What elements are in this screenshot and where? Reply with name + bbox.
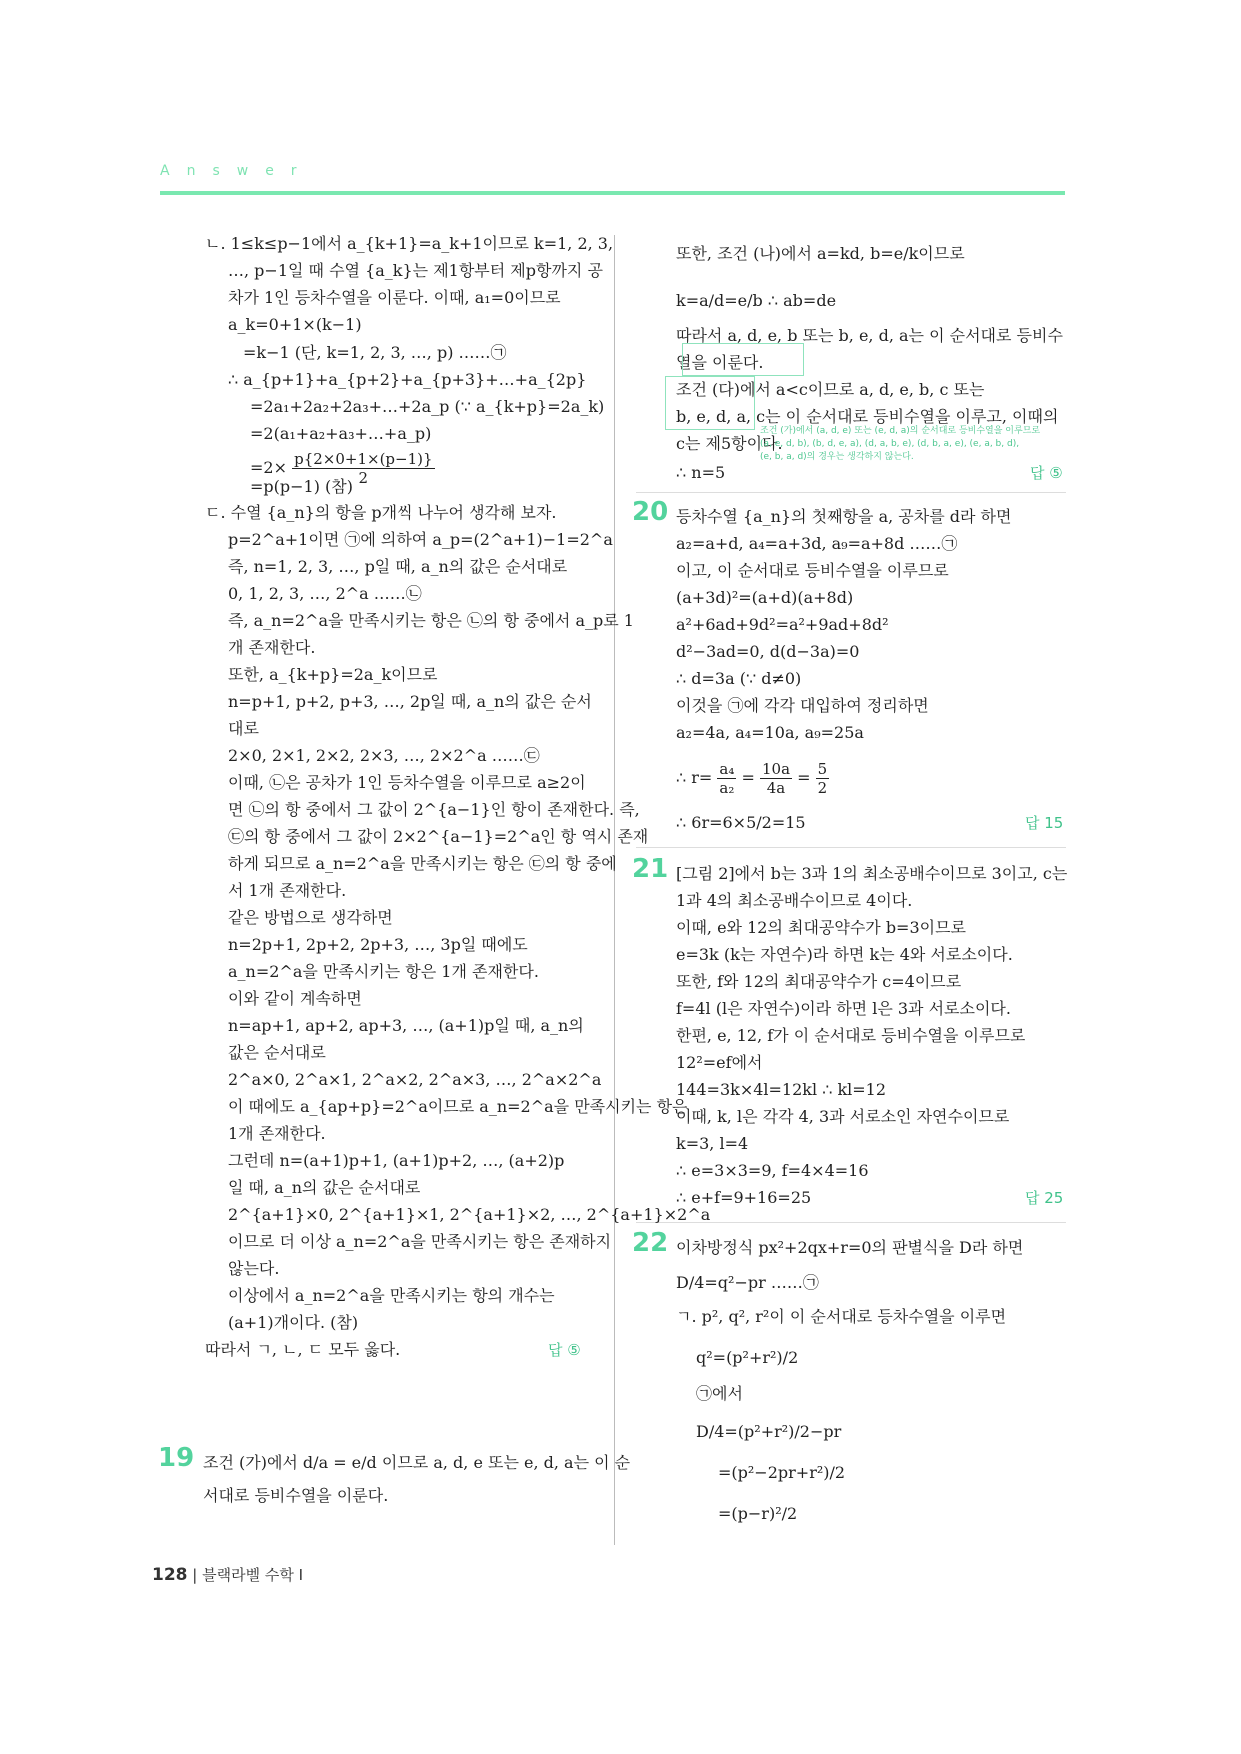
fraction <box>717 760 736 797</box>
text-line: 이상에서 a_n=2^a을 만족시키는 항의 개수는 <box>228 1286 555 1305</box>
text-line: 면 ㉡의 항 중에서 그 값이 2^{a−1}인 항이 존재한다. 즉, <box>228 800 640 819</box>
text-line: b, e, d, a, c는 이 순서대로 등비수열을 이루고, 이때의 <box>676 407 1059 426</box>
text-line: ∴ 6r=6×5/2=15 <box>676 813 806 832</box>
text-line: 즉, n=1, 2, 3, …, p일 때, a_n의 값은 순서대로 <box>228 557 568 576</box>
text-line: d²−3ad=0, d(d−3a)=0 <box>676 642 860 661</box>
text-line: =2a₁+2a₂+2a₃+…+2a_p (∵ a_{k+p}=2a_k) <box>250 397 605 416</box>
text-line: 또한, 조건 (나)에서 a=kd, b=e/k이므로 <box>676 244 965 263</box>
text-line: 대로 <box>228 719 259 738</box>
text-line: 서 1개 존재한다. <box>228 881 347 900</box>
note-line: (a, e, d, b), (b, d, e, a), (d, a, b, e), (d, b, a, e), (e, a, b, d), <box>760 439 1020 449</box>
text-line: 서대로 등비수열을 이룬다. <box>203 1486 389 1505</box>
text-line: 이므로 더 이상 a_n=2^a을 만족시키는 항은 존재하지 <box>228 1232 612 1251</box>
text-line: …, p−1일 때 수열 {a_k}는 제1항부터 제p항까지 공 <box>228 261 603 280</box>
text-line: 즉, a_n=2^a을 만족시키는 항은 ㉡의 항 중에서 a_p로 1 <box>228 611 634 630</box>
text-line: 따라서 a, d, e, b 또는 b, e, d, a는 이 순서대로 등비수 <box>676 326 1063 345</box>
equals-sign: = <box>797 768 811 787</box>
fraction-prefix: =2× <box>250 458 287 477</box>
fraction-denominator: 2 <box>358 469 369 487</box>
text-line: 1과 4의 최소공배수이므로 4이다. <box>676 891 913 910</box>
text-line: n=2p+1, 2p+2, 2p+3, …, 3p일 때에도 <box>228 935 528 954</box>
text-line: 이고, 이 순서대로 등비수열을 이루므로 <box>676 561 949 580</box>
text-line: 이때, k, l은 각각 4, 3과 서로소인 자연수이므로 <box>676 1107 1010 1126</box>
text-line: D/4=(p²+r²)/2−pr <box>696 1422 842 1441</box>
answer-20: 답 15 <box>1025 814 1064 832</box>
problem-number-20: 20 <box>632 497 669 527</box>
text-line: 조건 (가)에서 d/a = e/d 이므로 a, d, e 또는 e, d, a는 이 순 <box>203 1453 631 1472</box>
text-line: =k−1 (단, k=1, 2, 3, …, p) ……㉠ <box>243 343 507 362</box>
fraction-denominator: a₂ <box>719 779 735 797</box>
text-line: ∴ e+f=9+16=25 <box>676 1188 812 1207</box>
text-line: ∴ d=3a (∵ d≠0) <box>676 669 802 688</box>
text-line: a₂=4a, a₄=10a, a₉=25a <box>676 723 864 742</box>
note-line: (e, b, a, d)의 경우는 생각하지 않는다. <box>760 452 914 462</box>
answer-19: 답 ⑤ <box>1030 464 1063 482</box>
problem-number-19: 19 <box>158 1443 195 1473</box>
problem-number-22: 22 <box>632 1228 669 1258</box>
text-line: =2(a₁+a₂+a₃+…+a_p) <box>250 424 432 443</box>
text-line: n=p+1, p+2, p+3, …, 2p일 때, a_n의 값은 순서 <box>228 692 592 711</box>
fraction-denominator: 4a <box>766 779 786 797</box>
text-line: 이때, e와 12의 최대공약수가 b=3이므로 <box>676 918 967 937</box>
fraction-numerator: 5 <box>817 760 828 778</box>
fraction-line <box>676 760 829 797</box>
text-line: 또한, a_{k+p}=2a_k이므로 <box>228 665 438 684</box>
text-line: e=3k (k는 자연수)라 하면 k는 4와 서로소이다. <box>676 945 1013 964</box>
text-line: 하게 되므로 a_n=2^a을 만족시키는 항은 ㉢의 항 중에 <box>228 854 617 873</box>
text-line: =(p−r)²/2 <box>718 1504 798 1523</box>
text-line: 2×0, 2×1, 2×2, 2×3, …, 2×2^a ……㉢ <box>228 746 540 765</box>
highlight-box <box>682 343 804 376</box>
text-line: ㉠에서 <box>696 1384 743 1403</box>
page-footer <box>152 1564 303 1585</box>
text-line: 또한, f와 12의 최대공약수가 c=4이므로 <box>676 972 962 991</box>
text-line: 따라서 ㄱ, ㄴ, ㄷ 모두 옳다. <box>205 1340 401 1359</box>
text-line: p=2^a+1이면 ㉠에 의하여 a_p=(2^a+1)−1=2^a <box>228 530 613 549</box>
text-line: 이때, ㉡은 공차가 1인 등차수열을 이루므로 a≥2이 <box>228 773 586 792</box>
text-line: 조건 (다)에서 a<c이므로 a, d, e, b, c 또는 <box>676 380 985 399</box>
text-line: 않는다. <box>228 1259 280 1278</box>
text-line: 144=3k×4l=12kl ∴ kl=12 <box>676 1080 887 1099</box>
text-line: [그림 2]에서 b는 3과 1의 최소공배수이므로 3이고, c는 <box>676 864 1068 883</box>
equals-sign: = <box>741 768 755 787</box>
text-line: 일 때, a_n의 값은 순서대로 <box>228 1178 421 1197</box>
problem-separator <box>636 847 1066 848</box>
fraction-numerator: 10a <box>761 760 791 778</box>
text-line: 이것을 ㉠에 각각 대입하여 정리하면 <box>676 696 929 715</box>
fraction-prefix: ∴ r= <box>676 768 713 787</box>
text-line: ㉢의 항 중에서 그 값이 2×2^{a−1}=2^a인 항 역시 존재 <box>228 827 649 846</box>
text-line: q²=(p²+r²)/2 <box>696 1348 799 1367</box>
text-line: 등차수열 {a_n}의 첫째항을 a, 공차를 d라 하면 <box>676 507 1012 526</box>
fraction-numerator: p{2×0+1×(p−1)} <box>294 450 433 468</box>
fraction <box>292 450 434 487</box>
text-line: a_n=2^a을 만족시키는 항은 1개 존재한다. <box>228 962 539 981</box>
text-line: ∴ n=5 <box>676 463 726 482</box>
text-line: 열을 이룬다. <box>676 353 764 372</box>
text-line: 값은 순서대로 <box>228 1043 326 1062</box>
text-line: 차가 1인 등차수열을 이룬다. 이때, a₁=0이므로 <box>228 288 561 307</box>
text-line: 0, 1, 2, 3, …, 2^a ……㉡ <box>228 584 422 603</box>
text-line: 이 때에도 a_{ap+p}=2^a이므로 a_n=2^a을 만족시키는 항은 <box>228 1097 688 1116</box>
text-line: a²+6ad+9d²=a²+9ad+8d² <box>676 615 889 634</box>
text-line: k=3, l=4 <box>676 1134 749 1153</box>
text-line: f=4l (l은 자연수)이라 하면 l은 3과 서로소이다. <box>676 999 1011 1018</box>
text-line: 2^{a+1}×0, 2^{a+1}×1, 2^{a+1}×2, …, 2^{a+1}×2^a <box>228 1205 711 1224</box>
text-line: =p(p−1) (참) <box>250 477 353 496</box>
text-line: ∴ e=3×3=9, f=4×4=16 <box>676 1161 869 1180</box>
text-line: c는 제5항이다. <box>676 434 783 453</box>
header-rule <box>160 191 1065 195</box>
fraction <box>760 760 792 797</box>
fraction <box>816 760 830 797</box>
text-line: ㄱ. p², q², r²이 이 순서대로 등차수열을 이루면 <box>676 1307 1007 1326</box>
text-line: ㄷ. 수열 {a_n}의 항을 p개씩 나누어 생각해 보자. <box>205 503 557 522</box>
text-line: a₂=a+d, a₄=a+3d, a₉=a+8d ……㉠ <box>676 534 958 553</box>
answer-18: 답 ⑤ <box>548 1341 581 1359</box>
text-line: n=ap+1, ap+2, ap+3, …, (a+1)p일 때, a_n의 <box>228 1016 584 1035</box>
text-line: 12²=ef에서 <box>676 1053 763 1072</box>
text-line: k=a/d=e/b ∴ ab=de <box>676 291 837 310</box>
text-line: ∴ a_{p+1}+a_{p+2}+a_{p+3}+…+a_{2p} <box>228 370 587 389</box>
book-title: | 블랙라벨 수학 I <box>192 1566 304 1584</box>
text-line: ㄴ. 1≤k≤p−1에서 a_{k+1}=a_k+1이므로 k=1, 2, 3, <box>205 234 614 253</box>
text-line: 이차방정식 px²+2qx+r=0의 판별식을 D라 하면 <box>676 1238 1024 1257</box>
fraction-line <box>250 450 435 487</box>
text-line: =(p²−2pr+r²)/2 <box>718 1463 846 1482</box>
text-line: 한편, e, 12, f가 이 순서대로 등비수열을 이루므로 <box>676 1026 1026 1045</box>
margin-note <box>760 425 1040 464</box>
problem-number-21: 21 <box>632 854 669 884</box>
column-divider <box>614 235 615 1545</box>
text-line: 이와 같이 계속하면 <box>228 989 362 1008</box>
text-line: (a+3d)²=(a+d)(a+8d) <box>676 588 854 607</box>
text-line: 2^a×0, 2^a×1, 2^a×2, 2^a×3, …, 2^a×2^a <box>228 1070 602 1089</box>
highlight-box <box>665 376 755 430</box>
page-number: 128 <box>152 1565 188 1585</box>
section-header-label: Answer <box>160 163 314 179</box>
answer-21: 답 25 <box>1025 1189 1064 1207</box>
text-line: 1개 존재한다. <box>228 1124 326 1143</box>
text-line: 그런데 n=(a+1)p+1, (a+1)p+2, …, (a+2)p <box>228 1151 565 1170</box>
text-line: a_k=0+1×(k−1) <box>228 315 362 334</box>
text-line: 같은 방법으로 생각하면 <box>228 908 393 927</box>
note-line: 조건 (가)에서 (a, d, e) 또는 (e, d, a)의 순서대로 등비수열을 이루므로 <box>760 426 1041 436</box>
fraction-denominator: 2 <box>817 779 828 797</box>
problem-separator <box>636 492 1066 493</box>
text-line: D/4=q²−pr ……㉠ <box>676 1273 819 1292</box>
text-line: (a+1)개이다. (참) <box>228 1313 359 1332</box>
text-line: 개 존재한다. <box>228 638 316 657</box>
fraction-numerator: a₄ <box>719 760 735 778</box>
